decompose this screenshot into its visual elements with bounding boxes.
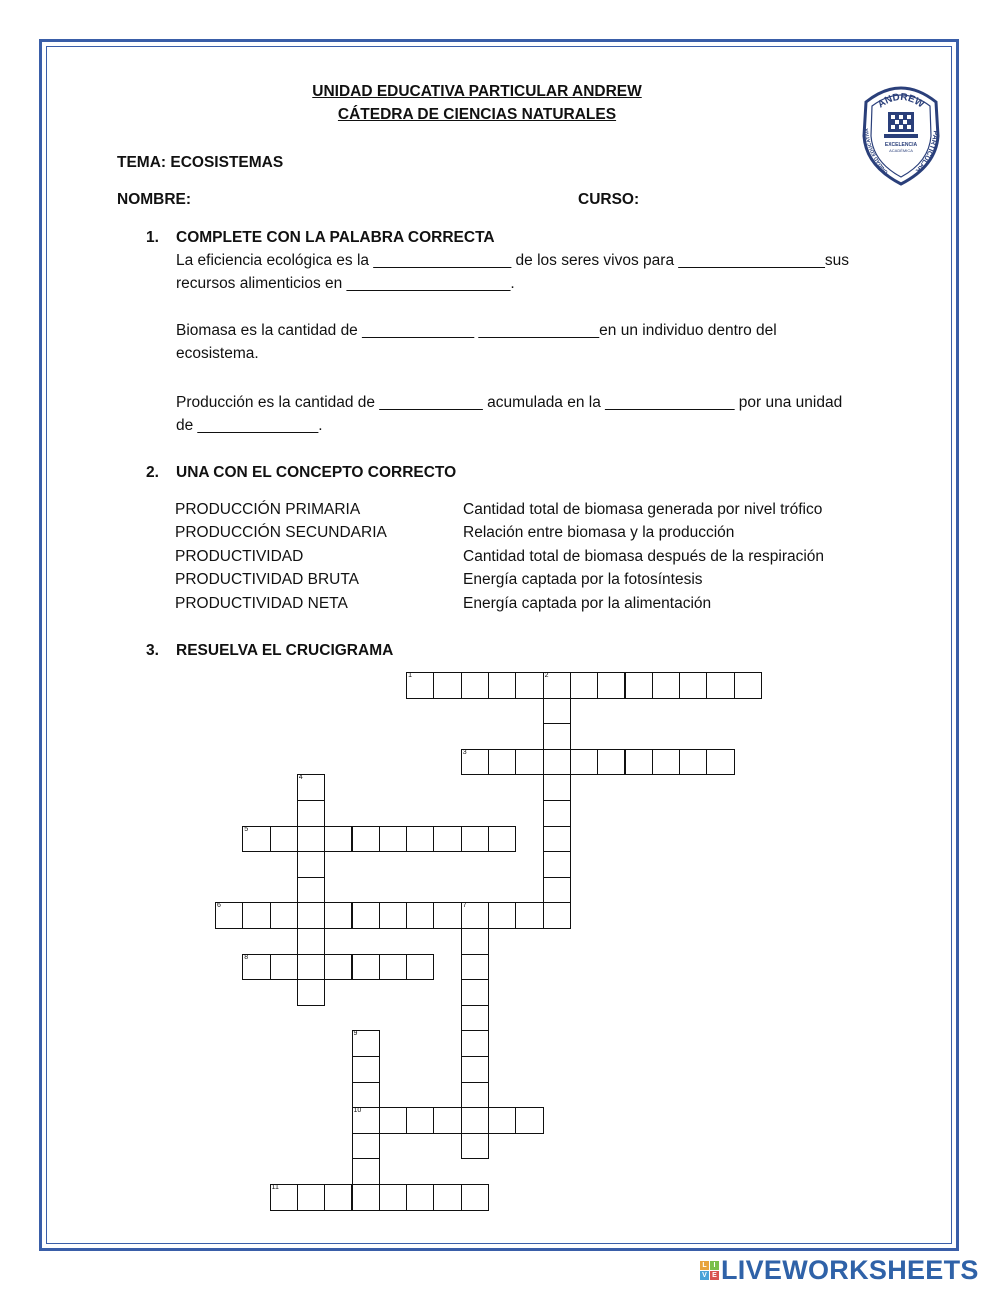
crossword-cell[interactable] xyxy=(406,826,434,853)
crossword-cell[interactable] xyxy=(297,851,325,878)
crossword-cell[interactable] xyxy=(297,774,325,801)
crossword-cell[interactable] xyxy=(652,672,680,699)
crossword-cell[interactable] xyxy=(297,826,325,853)
crossword-cell[interactable] xyxy=(597,672,625,699)
crossword-cell[interactable] xyxy=(543,698,571,725)
school-logo xyxy=(858,80,944,186)
crossword-cell[interactable] xyxy=(734,672,762,699)
crossword-cell[interactable] xyxy=(352,826,380,853)
crossword-cell[interactable] xyxy=(679,672,707,699)
crossword-cell[interactable] xyxy=(270,826,298,853)
clue-number: 6 xyxy=(217,902,221,910)
crossword-cell[interactable] xyxy=(324,902,352,929)
crossword-cell[interactable] xyxy=(297,902,325,929)
crossword-cell[interactable] xyxy=(706,672,734,699)
crossword-cell[interactable] xyxy=(625,749,653,776)
logo-motto-1: EXCELENCIA xyxy=(884,142,918,148)
crossword-cell[interactable] xyxy=(461,928,489,955)
school-name: UNIDAD EDUCATIVA PARTICULAR ANDREW xyxy=(312,83,642,100)
crossword-cell[interactable] xyxy=(570,749,598,776)
fill-line-5: Producción es la cantidad de ____________ acumulada en la _______________ por una unidad xyxy=(176,394,843,411)
crossword-cell[interactable] xyxy=(543,749,571,776)
fill-line-6: de ______________. xyxy=(176,417,323,434)
crossword-cell[interactable] xyxy=(324,826,352,853)
crossword-cell[interactable] xyxy=(461,954,489,981)
crossword-cell[interactable] xyxy=(461,979,489,1006)
tema-label: TEMA: ECOSISTEMAS xyxy=(117,154,284,171)
brand-block: L xyxy=(700,1261,709,1270)
brand-text: LIVEWORKSHEETS xyxy=(721,1254,979,1285)
crossword-cell[interactable] xyxy=(461,1005,489,1032)
crossword-cell[interactable] xyxy=(297,979,325,1006)
crossword-cell[interactable] xyxy=(379,954,407,981)
crossword-cell[interactable] xyxy=(270,1184,298,1211)
crossword-cell[interactable] xyxy=(352,1056,380,1083)
crossword-cell[interactable] xyxy=(543,877,571,904)
logo-left-text: UNIDAD EDUCATIVA xyxy=(863,128,890,175)
crossword-cell[interactable] xyxy=(270,902,298,929)
crossword-cell[interactable] xyxy=(352,1158,380,1185)
crossword-cell[interactable] xyxy=(406,1107,434,1134)
logo-right-text: PARTICULAR xyxy=(913,130,939,174)
fill-line-1: La eficiencia ecológica es la ________________ de los seres vivos para _________________sus xyxy=(176,252,850,269)
crossword-cell[interactable] xyxy=(652,749,680,776)
concept-item[interactable]: PRODUCCIÓN SECUNDARIA xyxy=(175,524,387,541)
crossword-cell[interactable] xyxy=(433,902,461,929)
clue-number: 10 xyxy=(353,1107,362,1115)
crossword-cell[interactable] xyxy=(433,1107,461,1134)
crossword-cell[interactable] xyxy=(461,902,489,929)
crossword-cell[interactable] xyxy=(543,902,571,929)
crossword-cell[interactable] xyxy=(488,826,516,853)
crossword-cell[interactable] xyxy=(352,1082,380,1109)
crossword-cell[interactable] xyxy=(488,902,516,929)
crossword-cell[interactable] xyxy=(406,954,434,981)
crossword-cell[interactable] xyxy=(543,851,571,878)
crossword-cell[interactable] xyxy=(352,1184,380,1211)
crossword-cell[interactable] xyxy=(324,954,352,981)
concept-item[interactable]: PRODUCTIVIDAD BRUTA xyxy=(175,571,360,588)
crossword-cell[interactable] xyxy=(461,1082,489,1109)
crossword-cell[interactable] xyxy=(433,672,461,699)
crossword-cell[interactable] xyxy=(543,774,571,801)
crossword-cell[interactable] xyxy=(706,749,734,776)
crossword-cell[interactable] xyxy=(379,1184,407,1211)
crossword-cell[interactable] xyxy=(461,1184,489,1211)
crossword-cell[interactable] xyxy=(515,672,543,699)
clue-number: 1 xyxy=(408,672,412,679)
crossword-cell[interactable] xyxy=(297,928,325,955)
crossword-cell[interactable] xyxy=(379,1107,407,1134)
section3-title: RESUELVA EL CRUCIGRAMA xyxy=(176,642,394,659)
crossword-cell[interactable] xyxy=(433,1184,461,1211)
brand-logo-blocks xyxy=(700,1261,719,1280)
section1-title: COMPLETE CON LA PALABRA CORRECTA xyxy=(176,229,495,246)
crossword-cell[interactable] xyxy=(297,954,325,981)
concept-item[interactable]: PRODUCTIVIDAD NETA xyxy=(175,595,348,612)
crossword-cell[interactable] xyxy=(352,1030,380,1057)
crossword-cell[interactable] xyxy=(270,954,298,981)
definition-item[interactable]: Cantidad total de biomasa generada por nivel trófico xyxy=(463,501,823,518)
crossword-cell[interactable] xyxy=(461,1107,489,1134)
clue-number: 8 xyxy=(244,953,249,961)
crossword-cell[interactable] xyxy=(352,1133,380,1160)
section2-title: UNA CON EL CONCEPTO CORRECTO xyxy=(176,464,457,481)
crossword-cell[interactable] xyxy=(543,723,571,750)
clue-number: 4 xyxy=(298,774,303,782)
crossword-cell[interactable] xyxy=(461,826,489,853)
crossword-cell[interactable] xyxy=(515,1107,543,1134)
concept-item[interactable]: PRODUCTIVIDAD xyxy=(175,548,304,565)
crossword-cell[interactable] xyxy=(433,826,461,853)
definition-item[interactable]: Energía captada por la fotosíntesis xyxy=(463,571,703,588)
curso-label: CURSO: xyxy=(578,191,640,208)
crossword-cell[interactable] xyxy=(297,877,325,904)
crossword-cell[interactable] xyxy=(461,1056,489,1083)
crossword-cell[interactable] xyxy=(242,954,270,981)
crossword-cell[interactable] xyxy=(379,902,407,929)
fill-line-4: ecosistema. xyxy=(176,345,259,362)
clue-number: 3 xyxy=(462,748,467,756)
crossword-cell[interactable] xyxy=(324,1184,352,1211)
crossword-cell[interactable] xyxy=(461,1133,489,1160)
nombre-label: NOMBRE: xyxy=(117,191,192,208)
crossword-cell[interactable] xyxy=(515,902,543,929)
logo-motto-2: ACADÉMICA xyxy=(889,148,913,153)
brand-block: I xyxy=(710,1261,719,1270)
crossword-cell[interactable] xyxy=(488,749,516,776)
crossword-cell[interactable] xyxy=(488,672,516,699)
crossword-cell[interactable] xyxy=(406,902,434,929)
crossword-cell[interactable] xyxy=(242,902,270,929)
crossword-cell[interactable] xyxy=(242,826,270,853)
crossword-cell[interactable] xyxy=(215,902,243,929)
logo-top-text: ANDREW xyxy=(875,91,926,111)
clue-number: 5 xyxy=(244,825,249,833)
crossword-cell[interactable] xyxy=(461,672,489,699)
definition-item[interactable]: Cantidad total de biomasa después de la respiración xyxy=(463,548,825,565)
crossword-cell[interactable] xyxy=(461,749,489,776)
crossword-cell[interactable] xyxy=(297,1184,325,1211)
section2-number: 2. xyxy=(146,464,159,481)
clue-number: 7 xyxy=(462,902,467,910)
crossword-cell[interactable] xyxy=(515,749,543,776)
crossword-cell[interactable] xyxy=(352,954,380,981)
crossword-cell[interactable] xyxy=(543,826,571,853)
crossword-cell[interactable] xyxy=(379,826,407,853)
definition-item[interactable]: Relación entre biomasa y la producción xyxy=(463,524,735,541)
definition-item[interactable]: Energía captada por la alimentación xyxy=(463,595,712,612)
crossword-cell[interactable] xyxy=(597,749,625,776)
fill-line-2: recursos alimenticios en ___________________. xyxy=(176,275,515,292)
crossword-cell[interactable] xyxy=(570,672,598,699)
crossword-cell[interactable] xyxy=(406,1184,434,1211)
liveworksheets-brand xyxy=(700,1255,979,1285)
brand-block: E xyxy=(710,1271,719,1280)
department-name: CÁTEDRA DE CIENCIAS NATURALES xyxy=(337,106,617,123)
crossword-cell[interactable] xyxy=(461,1030,489,1057)
clue-number: 9 xyxy=(353,1030,358,1038)
brand-block: V xyxy=(700,1271,709,1280)
crossword-cell[interactable] xyxy=(488,1107,516,1134)
crossword-cell[interactable] xyxy=(543,672,571,699)
clue-number: 2 xyxy=(544,672,549,679)
crossword-cell[interactable] xyxy=(352,902,380,929)
crossword-cell[interactable] xyxy=(406,672,434,699)
crossword-cell[interactable] xyxy=(679,749,707,776)
section3-number: 3. xyxy=(146,642,159,659)
concept-item[interactable]: PRODUCCIÓN PRIMARIA xyxy=(175,501,361,518)
crossword-cell[interactable] xyxy=(543,800,571,827)
crossword-cell[interactable] xyxy=(297,800,325,827)
crossword-cell[interactable] xyxy=(625,672,653,699)
fill-line-3: Biomasa es la cantidad de _____________ ______________en un individuo dentro del xyxy=(176,322,777,339)
clue-number: 11 xyxy=(271,1184,279,1191)
section1-number: 1. xyxy=(146,229,159,246)
crossword-cell[interactable] xyxy=(352,1107,380,1134)
